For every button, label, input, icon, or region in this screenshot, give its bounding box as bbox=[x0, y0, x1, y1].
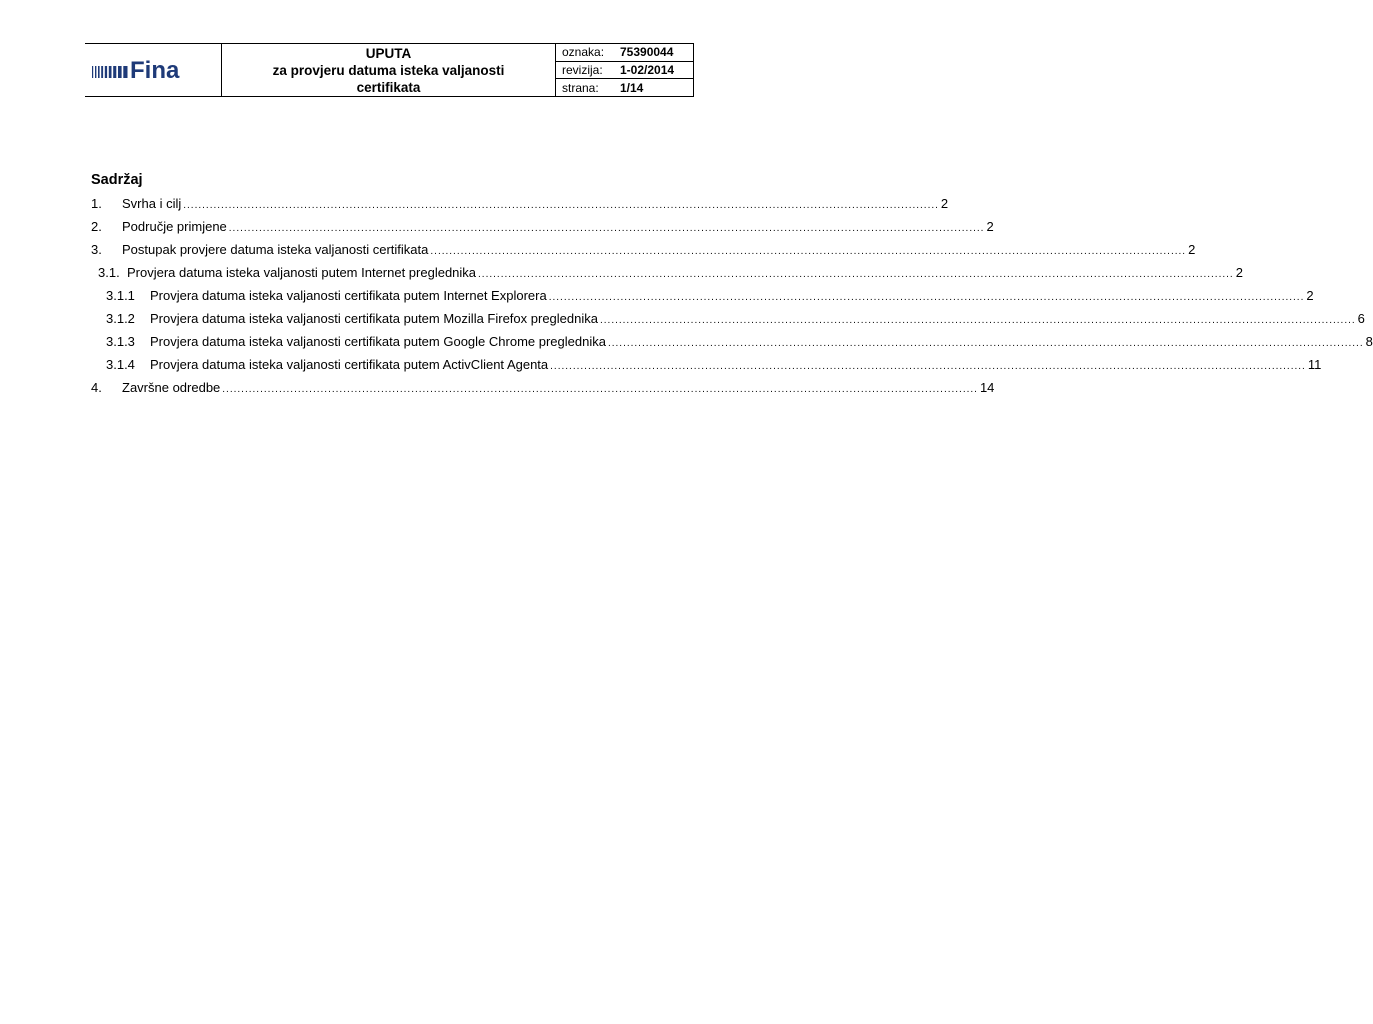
title-line-3: certifikata bbox=[356, 79, 421, 95]
toc-leader-dots: ........................................................................................................................................................................................................ bbox=[228, 223, 985, 234]
toc-entry-title[interactable]: Područje primjene bbox=[122, 219, 227, 234]
toc-leader-dots: ........................................................................................................................................................................................................ bbox=[550, 361, 1306, 372]
meta-value: 1/14 bbox=[620, 80, 644, 95]
toc-entry-number: 3.1. bbox=[98, 265, 120, 280]
toc-entry-number: 2. bbox=[91, 219, 102, 234]
toc-entry[interactable] bbox=[91, 265, 1243, 288]
document-header bbox=[85, 43, 694, 97]
meta-row-strana bbox=[556, 79, 693, 96]
table-of-contents bbox=[91, 196, 1373, 403]
toc-entry[interactable] bbox=[91, 288, 1314, 311]
toc-entry-page[interactable]: 2 bbox=[1306, 288, 1314, 303]
toc-entry-title[interactable]: Provjera datuma isteka valjanosti certifikata putem Google Chrome preglednika bbox=[150, 334, 606, 349]
toc-heading: Sadržaj bbox=[91, 172, 143, 188]
toc-entry-title[interactable]: Postupak provjere datuma isteka valjanosti certifikata bbox=[122, 242, 429, 257]
toc-entry-page[interactable]: 2 bbox=[1235, 265, 1243, 280]
toc-entry[interactable] bbox=[91, 219, 994, 242]
toc-entry[interactable] bbox=[91, 357, 1322, 380]
toc-entry-page[interactable]: 2 bbox=[986, 219, 994, 234]
meta-label: strana: bbox=[562, 80, 599, 95]
toc-entry-page[interactable]: 2 bbox=[940, 196, 949, 211]
toc-entry[interactable] bbox=[91, 311, 1365, 334]
toc-entry-page[interactable]: 2 bbox=[1188, 242, 1196, 257]
meta-label: revizija: bbox=[562, 63, 603, 77]
toc-entry-number: 3. bbox=[91, 242, 102, 257]
title-line-1: UPUTA bbox=[365, 45, 412, 61]
toc-leader-dots: ........................................................................................................................................................................................................ bbox=[548, 292, 1305, 303]
toc-entry-title[interactable]: Provjera datuma isteka valjanosti certifikata putem Mozilla Firefox preglednika bbox=[150, 311, 598, 326]
toc-entry[interactable] bbox=[91, 380, 995, 403]
toc-leader-dots: ........................................................................................................................................................................................................ bbox=[478, 269, 1234, 280]
toc-entry-page[interactable]: 8 bbox=[1365, 334, 1373, 349]
document-title bbox=[222, 44, 556, 96]
toc-entry-number: 3.1.2 bbox=[106, 311, 135, 326]
fina-logo bbox=[90, 57, 216, 83]
toc-entry-title[interactable]: Svrha i cilj bbox=[122, 196, 182, 211]
toc-entry[interactable] bbox=[91, 196, 949, 219]
toc-entry-title[interactable]: Provjera datuma isteka valjanosti certifikata putem Internet Explorera bbox=[150, 288, 547, 303]
toc-entry-number: 4. bbox=[91, 380, 102, 395]
toc-leader-dots: ........................................................................................................................................................................................................ bbox=[607, 338, 1364, 349]
toc-leader-dots: ........................................................................................................................................................................................................ bbox=[430, 246, 1187, 257]
toc-entry-number: 3.1.1 bbox=[106, 288, 135, 303]
toc-entry-page[interactable]: 14 bbox=[979, 380, 995, 395]
toc-entry-title[interactable]: Završne odredbe bbox=[122, 380, 221, 395]
meta-row-oznaka bbox=[556, 44, 693, 62]
toc-entry[interactable] bbox=[91, 242, 1196, 265]
meta-value: 1-02/2014 bbox=[620, 63, 675, 77]
toc-entry-page[interactable]: 11 bbox=[1307, 357, 1322, 372]
toc-leader-dots: ........................................................................................................................................................................................................ bbox=[183, 200, 939, 211]
toc-entry[interactable] bbox=[91, 334, 1373, 357]
toc-entry-number: 1. bbox=[91, 196, 102, 211]
meta-label: oznaka: bbox=[562, 45, 605, 60]
toc-leader-dots: ........................................................................................................................................................................................................ bbox=[222, 384, 978, 395]
meta-row-revizija bbox=[556, 62, 693, 80]
logo-text: Fina bbox=[130, 57, 180, 84]
toc-leader-dots: ........................................................................................................................................................................................................ bbox=[599, 315, 1356, 326]
logo-cell bbox=[85, 44, 222, 96]
document-meta bbox=[556, 44, 694, 96]
toc-entry-number: 3.1.3 bbox=[106, 334, 135, 349]
title-line-2: za provjeru datuma isteka valjanosti bbox=[272, 62, 505, 78]
meta-value: 75390044 bbox=[620, 45, 674, 60]
toc-entry-page[interactable]: 6 bbox=[1357, 311, 1365, 326]
toc-entry-number: 3.1.4 bbox=[106, 357, 135, 372]
toc-entry-title[interactable]: Provjera datuma isteka valjanosti certifikata putem ActivClient Agenta bbox=[150, 357, 549, 372]
toc-entry-title[interactable]: Provjera datuma isteka valjanosti putem Internet preglednika bbox=[127, 265, 477, 280]
